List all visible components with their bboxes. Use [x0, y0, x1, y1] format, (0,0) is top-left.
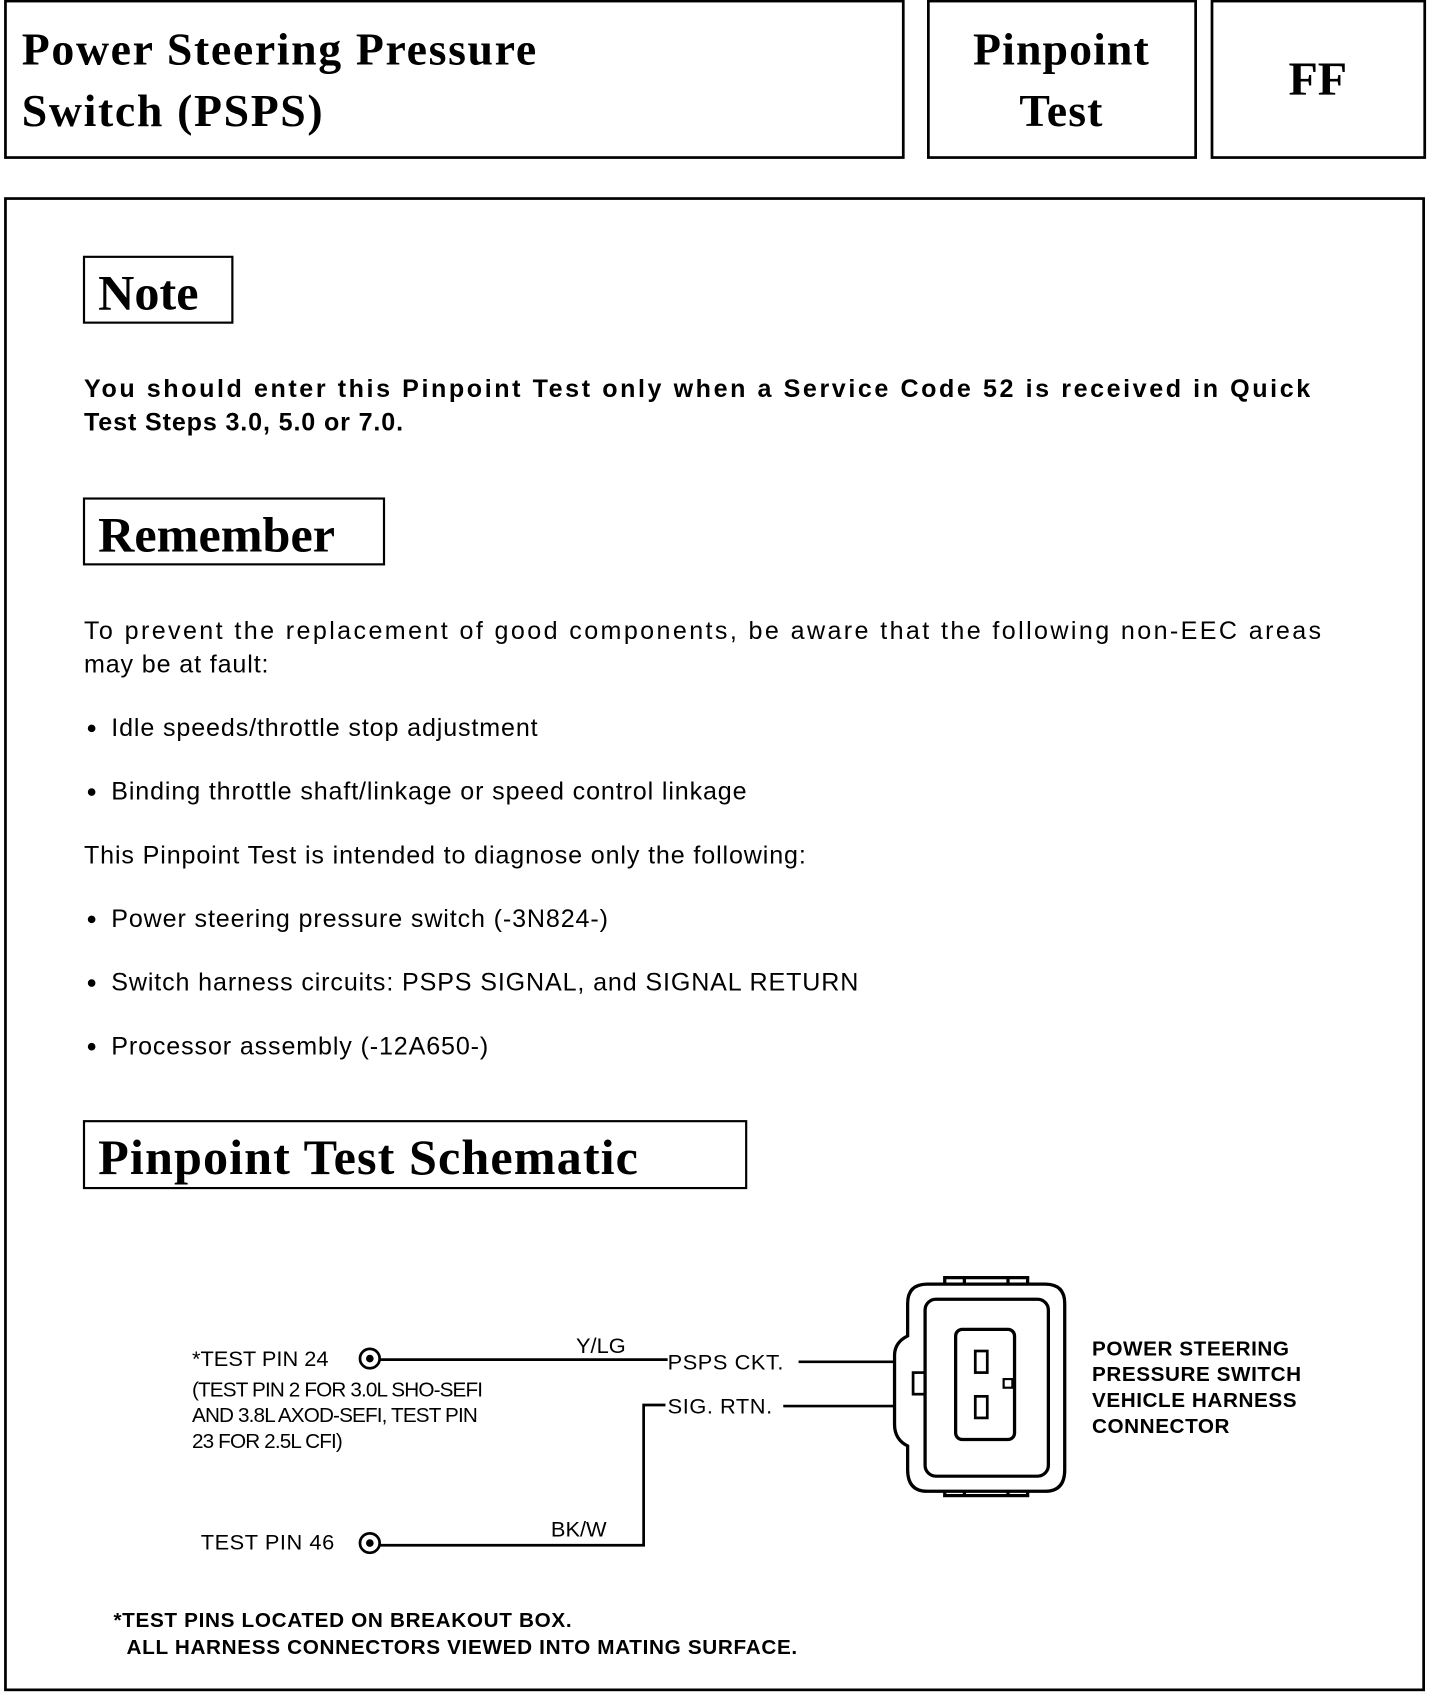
section-line-2: Test [1019, 85, 1104, 137]
diagnose-item: Switch harness circuits: PSPS SIGNAL, and SIGNAL RETURN [111, 968, 860, 997]
connector-label-line: PRESSURE SWITCH [1091, 1363, 1302, 1387]
footnote-1: *TEST PINS LOCATED ON BREAKOUT BOX. [113, 1609, 573, 1633]
test-pin-24-icon [360, 1349, 380, 1368]
title-line-2: Switch (PSPS) [21, 85, 325, 137]
fault-item: Binding throttle shaft/linkage or speed control linkage [111, 777, 748, 806]
title-line-1: Power Steering Pressure [21, 23, 538, 75]
pin24-label: *TEST PIN 24 [192, 1346, 329, 1372]
note-text-line-2: Test Steps 3.0, 5.0 or 7.0. [84, 408, 404, 437]
bullet-icon [88, 916, 96, 924]
wiring-diagram [192, 1278, 1302, 1555]
note-section [84, 257, 1310, 437]
schematic-section [84, 1121, 1302, 1659]
circuit1-label: PSPS CKT. [667, 1349, 785, 1375]
remember-section [84, 499, 1321, 1061]
diagnose-intro: This Pinpoint Test is intended to diagnose only the following: [84, 841, 807, 870]
pin24-note-line: AND 3.8L AXOD-SEFI, TEST PIN [192, 1404, 477, 1428]
bullet-icon [88, 788, 96, 796]
connector-icon [895, 1278, 1065, 1496]
connector-label-line: VEHICLE HARNESS [1091, 1389, 1298, 1413]
wire1-color: Y/LG [576, 1333, 626, 1359]
bullet-icon [88, 1043, 96, 1051]
note-heading: Note [98, 265, 199, 321]
remember-intro-line-2: may be at fault: [84, 650, 270, 679]
footnote-2: ALL HARNESS CONNECTORS VIEWED INTO MATING SURFACE. [126, 1636, 798, 1660]
remember-intro-line-1: To prevent the replacement of good components, be aware that the following non-EEC areas [84, 616, 1322, 645]
connector-label-line: CONNECTOR [1091, 1415, 1231, 1438]
test-pin-46-icon [360, 1533, 380, 1552]
connector-label-line: POWER STEERING [1091, 1337, 1290, 1361]
schematic-heading: Pinpoint Test Schematic [98, 1130, 640, 1185]
fault-item: Idle speeds/throttle stop adjustment [111, 714, 539, 742]
diagnose-item: Processor assembly (-12A650-) [111, 1032, 490, 1061]
note-text-line-1: You should enter this Pinpoint Test only when a Service Code 52 is received in Quick [84, 375, 1311, 404]
wire2-color: BK/W [550, 1516, 607, 1542]
diagnose-item: Power steering pressure switch (-3N824-) [111, 905, 609, 933]
header [5, 1, 1424, 157]
pin24-note-line: (TEST PIN 2 FOR 3.0L SHO-SEFI [192, 1378, 483, 1402]
pin24-note-line: 23 FOR 2.5L CFI) [192, 1430, 342, 1454]
remember-heading: Remember [98, 507, 336, 563]
bullet-icon [88, 979, 96, 987]
bullet-icon [88, 725, 96, 733]
circuit2-label: SIG. RTN. [667, 1393, 773, 1419]
pin46-label: TEST PIN 46 [200, 1529, 335, 1555]
section-code: FF [1288, 53, 1348, 106]
section-line-1: Pinpoint [973, 23, 1150, 75]
